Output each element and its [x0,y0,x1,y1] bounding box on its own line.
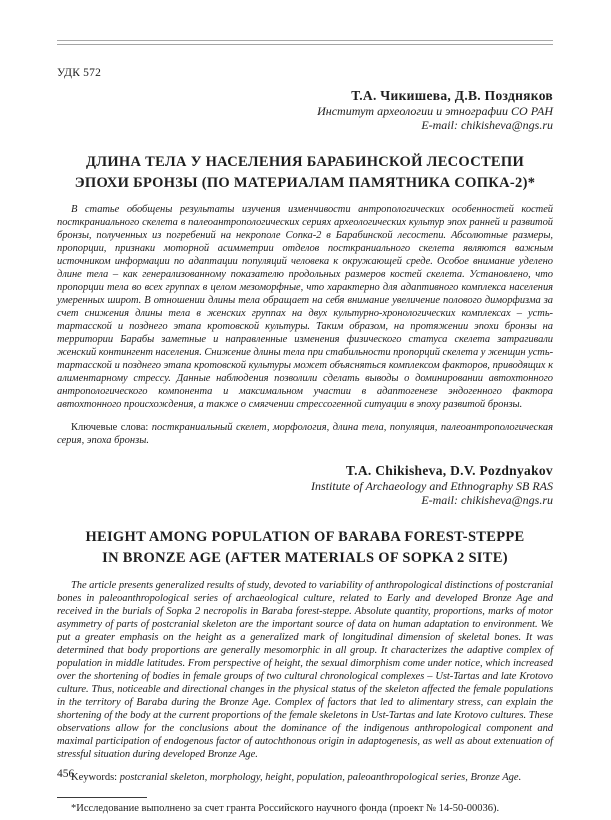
author-email-ru: E-mail: chikisheva@ngs.ru [421,118,553,132]
authors-block-en [57,463,553,507]
author-names-en: T.A. Chikisheva, D.V. Pozdnyakov [345,463,553,478]
article-title-en [57,527,553,569]
keywords-ru-text: посткраниальный скелет, морфология, длина тела, популяция, палеоантропологическая серия, эпоха бронзы. [57,422,553,446]
keywords-en-label: Keywords: [71,772,120,783]
udc-code: УДК 572 [57,67,102,79]
author-affiliation-en: Institute of Archaeology and Ethnography SB RAS [311,479,553,493]
article-title-en-line2: IN BRONZE AGE (AFTER MATERIALS OF SOPKA 2 SITE) [102,550,508,566]
keywords-ru [57,421,553,447]
article-title-ru-line1: ДЛИНА ТЕЛА У НАСЕЛЕНИЯ БАРАБИНСКОЙ ЛЕСОСТЕПИ [85,154,525,170]
keywords-en-text: postcranial skeleton, morphology, height, population, paleoanthropological series, Bronze Age. [119,772,522,783]
footnote-rule [57,797,147,798]
keywords-ru-label: Ключевые слова: [71,422,152,433]
page-content [57,0,553,815]
article-title-ru [57,152,553,194]
author-names-ru: Т.А. Чикишева, Д.В. Поздняков [351,88,553,103]
article-title-ru-line2: ЭПОХИ БРОНЗЫ (ПО МАТЕРИАЛАМ ПАМЯТНИКА СОПКА-2)* [74,175,536,191]
author-affiliation-ru: Институт археологии и этнографии СО РАН [317,104,553,118]
authors-block-ru [57,88,553,132]
page-number: 456 [57,768,75,780]
keywords-en [57,771,553,784]
article-title-en-line1: HEIGHT AMONG POPULATION OF BARABA FOREST-STEPPE [85,529,525,545]
header-double-rule [57,40,553,45]
footnote-text: *Исследование выполнено за счет гранта Российского научного фонда (проект № 14-50-00036). [71,803,500,814]
abstract-en: The article presents generalized results of study, devoted to variability of anthropological distinctions of postcranial bones in paleoanthropological series of archaeological culture, related to Early and developed Bronze Age and received in the burials of Sopka 2 necropolis in Baraba forest-steppe. Absolute quantity, proportions, marks of motor asymmetry of parts of postcranial skeleton are the important source of data on human adaptation to environment. We put a greater emphasis on the height as a generalized mark of longitudinal dimension of skeletal bones. It was determined that body proportions are generally mesomorphic in all group. It characterizes the adaptive complex of population in middle latitudes. From perspective of height, the sexual dimorphism come under notice, which increased over the shortening of bodies in female groups of two cultural chronological complexes – Ust-Tartas and late Krotovo culture. Thus, noticeable and directional changes in the physical status of the skeleton affected the female populations in the territory of Baraba during the Bronze Age. Complex of factors that led to alimentary stress, can explain the shortening of the body at the current proportions of the female skeletons in Ust-Tartas and late Krotovo cultures. These observations allow for the conclusions about the dominance of the indigenous anthropological component and maximal participation of endogenous factor of autochthonous origin in adaptogenesis, as well as about extenuation of stressful situation during developed Bronze Age. [57,580,553,760]
abstract-ru: В статье обобщены результаты изучения изменчивости антропологических особенностей костей посткраниального скелета в палеоантропологических сериях археологических культур эпох ранней и развитой бронзы, полученных из погребений на некрополе Сопка-2 в Барабинской лесостепи. Абсолютные размеры, пропорции, признаки моторной асимметрии отделов посткраниального скелета являются важным источником информации по адаптации популяций человека к окружающей среде. Особое внимание уделено длине тела – как генерализованному показателю продольных размеров костей скелета. Установлено, что пропорции тела во всех группах в целом мезоморфные, что характерно для адаптивного комплекса населения умеренных широт. В отношении длины тела обращает на себя внимание увеличение полового диморфизма за счет снижения длины тела в женских группах на двух культурно-хронологических комплексах – усть-тартасской и позднего этапа кротовской культуры. Таким образом, на протяжении эпохи бронзы на территории Барабы заметные и направленные изменения физического статуса скелета затрагивали женский контингент населения. Снижение длины тела при стабильности пропорций скелета у женщин усть-тартасской и позднего этапа кротовской культуры может объясняться комплексом факторов, приводящих к алиментарному стрессу. Данные наблюдения позволили сделать выводы о доминировании автохтонного антропологического компонента и максимальном участии в адаптогенезе эндогенного фактора автохтонного происхождения, а также о смягчении стрессогенной ситуации в эпоху развитой бронзы. [57,204,554,410]
author-email-en: E-mail: chikisheva@ngs.ru [421,493,553,507]
